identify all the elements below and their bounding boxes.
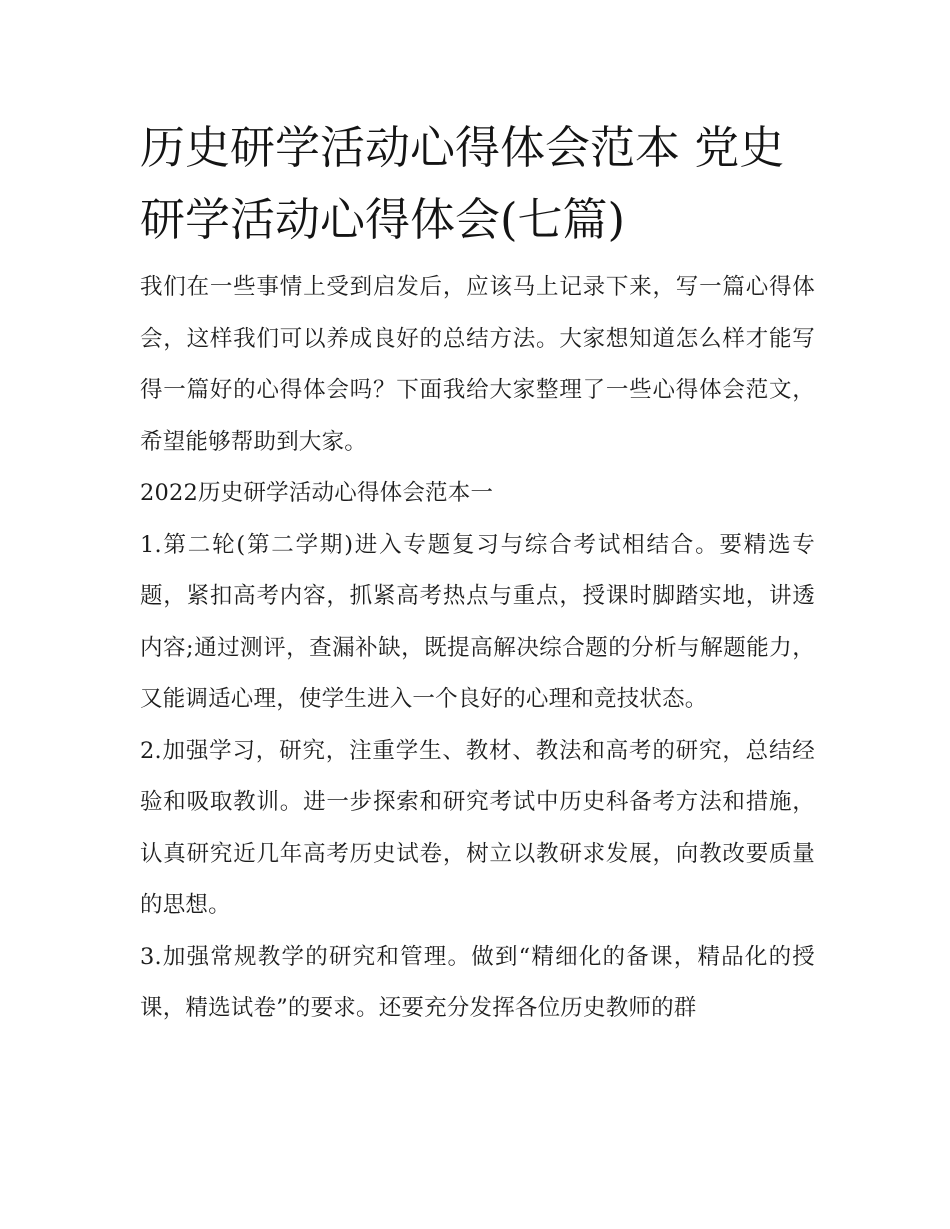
list-item-3: 3.加强常规教学的研究和管理。做到“精细化的备课，精品化的授课，精选试卷”的要求。还要充分发挥各位历史教师的群 (140, 943, 815, 1021)
section-heading: 2022历史研学活动心得体会范本一 (140, 480, 494, 506)
document-title: 历史研学活动心得体会范本 党史研学活动心得体会(七篇) (140, 121, 785, 246)
document-body (140, 112, 815, 1035)
list-item-1: 1.第二轮(第二学期)进入专题复习与综合考试相结合。要精选专题，紧扣高考内容，抓紧高考热点与重点，授课时脚踏实地，讲透内容;通过测评，查漏补缺，既提高解决综合题的分析与解题能力，又能调适心理，使学生进入一个良好的心理和竞技状态。 (140, 531, 815, 712)
intro-paragraph: 我们在一些事情上受到启发后，应该马上记录下来，写一篇心得体会，这样我们可以养成良好的总结方法。大家想知道怎么样才能写得一篇好的心得体会吗？下面我给大家整理了一些心得体会范文，希望能够帮助到大家。 (140, 274, 815, 455)
list-item-2: 2.加强学习，研究，注重学生、教材、教法和高考的研究，总结经验和吸取教训。进一步探索和研究考试中历史科备考方法和措施，认真研究近几年高考历史试卷，树立以教研求发展，向教改要质量的思想。 (140, 737, 815, 918)
